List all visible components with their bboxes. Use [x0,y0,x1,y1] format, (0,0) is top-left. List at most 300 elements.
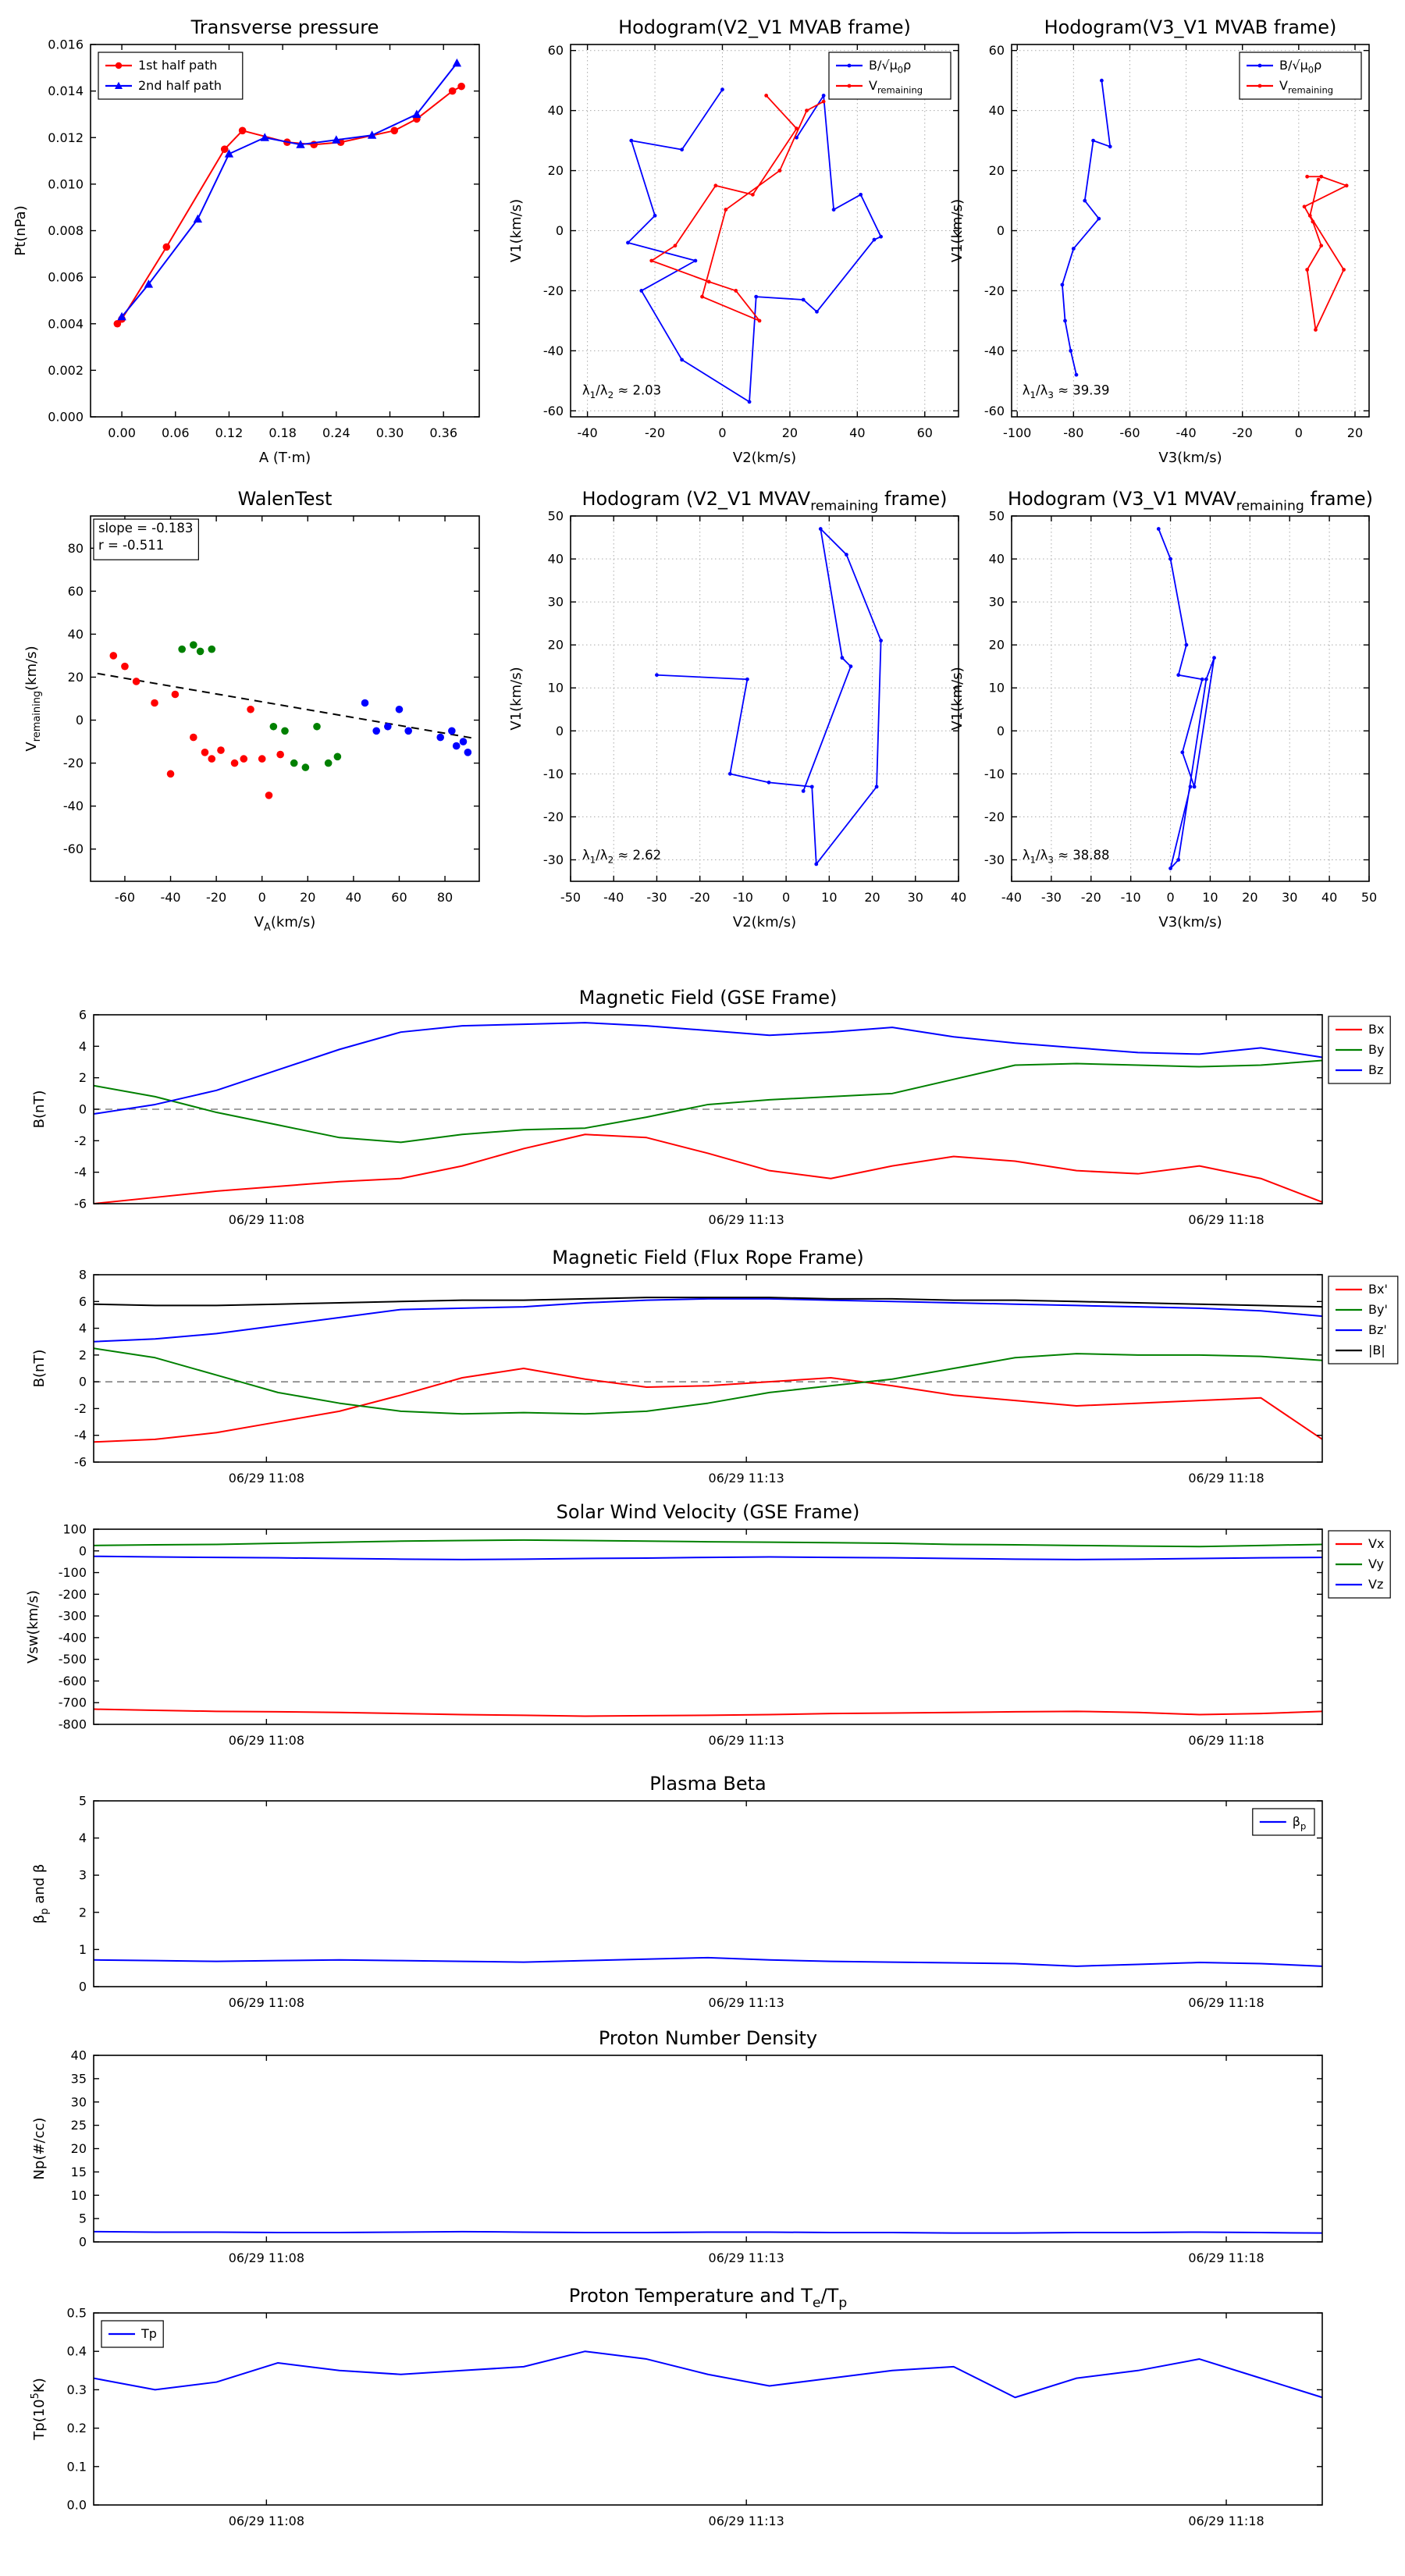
x-tick-label: 20 [1242,890,1258,905]
marker-circle [290,760,298,767]
y-tick-label: 40 [547,551,564,567]
marker-dot [700,295,704,299]
marker-dot [822,100,826,104]
marker-dot [814,863,818,866]
x-tick-label: 0.00 [108,425,136,440]
x-tick-label: -30 [1040,890,1062,905]
marker-dot [848,64,852,68]
x-tick-label: 30 [907,890,923,905]
chart-hodogram-v2v1-mvab [508,16,959,466]
x-tick-label: 40 [1321,890,1338,905]
marker-dot [1258,84,1262,88]
x-tick-label: 60 [916,425,933,440]
marker-circle [460,738,468,745]
marker-dot [734,289,738,293]
y-tick-label: 0 [555,723,564,738]
x-tick-label: 0 [1166,890,1175,905]
y-tick-label: 0.004 [48,316,84,332]
x-tick-label: 06/29 11:08 [228,2514,304,2528]
chart-magnetic-field-flux-rope [31,1247,1398,1485]
marker-dot [745,678,749,681]
y-tick-label: -700 [58,1695,87,1710]
x-tick-label: -100 [1003,425,1032,440]
y-tick-label: 20 [988,637,1005,653]
marker-dot [1097,217,1101,221]
x-tick-label: 06/29 11:08 [228,1212,304,1227]
plot-area [94,2313,1322,2505]
y-tick-label: -200 [58,1586,87,1602]
x-axis-label: V2(km/s) [732,914,797,930]
legend-label: $V_{remaining}$ [1279,78,1334,96]
chart-title: Hodogram (V2_V1 $MVAV_{remaining}$ frame) [582,488,948,514]
y-tick-label: 10 [988,680,1005,696]
y-tick-label: 0.006 [48,269,84,285]
x-tick-label: 06/29 11:08 [228,1733,304,1748]
y-axis-label: Np(#/cc) [31,2117,48,2180]
y-tick-label: 20 [547,163,564,179]
y-tick-label: -20 [62,756,84,771]
x-tick-label: -60 [114,890,136,905]
chart-title: Hodogram(V2_V1 MVAB frame) [618,16,911,38]
marker-dot [680,358,684,362]
y-tick-label: 3 [78,1867,87,1883]
chart-hodogram-v3v1-mvav [949,488,1377,930]
y-tick-label: -20 [542,809,564,824]
x-tick-label: 0 [1294,425,1303,440]
marker-dot [810,785,814,788]
marker-circle [361,699,369,707]
marker-circle [404,727,412,735]
legend [98,52,243,99]
marker-dot [1180,750,1184,754]
x-tick-label: 0.12 [215,425,244,440]
x-tick-label: 0.24 [322,425,350,440]
x-tick-label: 10 [821,890,838,905]
marker-dot [848,84,852,88]
y-tick-label: -30 [542,852,564,867]
marker-circle [276,751,284,759]
legend-label: Bx' [1368,1282,1388,1297]
marker-dot [748,400,752,404]
x-tick-label: -40 [1176,425,1197,440]
marker-circle [133,678,140,685]
marker-dot [653,214,657,218]
y-tick-label: 5 [78,2211,87,2226]
chart-title: Hodogram (V3_V1 $MVAV_{remaining}$ frame) [1007,488,1374,514]
plot-area [91,44,479,417]
y-tick-label: 0.010 [48,176,84,192]
marker-dot [1168,557,1172,561]
marker-dot [1083,199,1087,203]
marker-circle [217,746,225,754]
y-tick-label: -10 [542,766,564,781]
marker-dot [767,781,771,785]
x-tick-label: -50 [560,890,582,905]
x-tick-label: 40 [849,425,866,440]
marker-dot [694,259,698,263]
legend-label: |B| [1368,1343,1385,1357]
marker-circle [190,734,197,742]
x-tick-label: 10 [1202,890,1218,905]
x-tick-label: 20 [1346,425,1364,440]
marker-dot [1345,183,1349,187]
x-tick-label: 0.30 [375,425,404,440]
x-tick-label: -20 [206,890,227,905]
marker-dot [1168,866,1172,870]
marker-dot [1100,79,1104,83]
x-axis-label: A (T·m) [258,450,311,466]
y-tick-label: 0 [78,2234,87,2250]
marker-circle [167,770,175,778]
x-tick-label: -40 [577,425,598,440]
y-tick-label: 5 [78,1793,87,1809]
y-tick-label: 20 [988,163,1005,179]
y-tick-label: -2 [74,1133,87,1148]
y-tick-label: 2 [78,1070,87,1086]
marker-dot [1063,319,1067,323]
x-tick-label: 50 [1361,890,1378,905]
chart-magnetic-field-gse [31,987,1390,1227]
marker-dot [1075,373,1079,377]
y-axis-label: V1(km/s) [949,198,966,263]
marker-circle [208,646,215,653]
marker-dot [849,664,853,668]
marker-dot [795,126,799,130]
y-tick-label: 0.012 [48,130,84,145]
y-tick-label: 80 [67,540,84,556]
y-tick-label: 10 [70,2187,87,2203]
y-tick-label: 20 [70,2141,87,2156]
x-tick-label: -60 [1119,425,1140,440]
x-tick-label: 06/29 11:08 [228,2250,304,2265]
x-tick-label: 20 [864,890,880,905]
marker-dot [805,109,809,112]
legend [1329,1276,1398,1364]
legend-label: By' [1368,1302,1388,1317]
x-tick-label: 06/29 11:13 [708,2514,784,2528]
marker-circle [390,127,398,135]
marker-circle [313,723,321,731]
y-tick-label: 0 [78,1979,87,1994]
marker-dot [841,656,845,660]
y-tick-label: -10 [984,766,1005,781]
x-tick-label: -20 [689,890,710,905]
x-axis-label: V3(km/s) [1158,450,1222,466]
legend [829,52,951,99]
x-tick-label: 06/29 11:13 [708,1995,784,2010]
y-tick-label: 0 [78,1374,87,1389]
marker-dot [1108,144,1112,148]
marker-dot [879,639,883,642]
chart-title: Magnetic Field (GSE Frame) [578,987,838,1009]
y-tick-label: -4 [74,1428,87,1443]
marker-dot [778,169,782,173]
plot-area [94,2055,1322,2242]
chart-plasma-beta [31,1773,1322,2010]
marker-dot [879,235,883,239]
x-tick-label: 0.06 [161,425,190,440]
y-tick-label: 0.000 [48,409,84,425]
marker-dot [1072,247,1076,251]
y-tick-label: 0.014 [48,84,84,99]
marker-dot [815,310,819,314]
marker-dot [680,148,684,151]
x-tick-label: 40 [345,890,362,905]
marker-circle [240,755,247,763]
y-tick-label: 40 [988,103,1005,119]
y-tick-label: 1 [78,1941,87,1957]
marker-dot [629,139,633,143]
marker-circle [453,742,461,750]
marker-dot [754,295,758,299]
y-tick-label: -2 [74,1400,87,1416]
y-tick-label: 0.002 [48,362,84,378]
y-tick-label: -500 [58,1652,87,1667]
marker-dot [1176,858,1180,862]
y-tick-label: 8 [78,1267,87,1283]
marker-circle [457,83,465,91]
legend-label: Bx [1368,1022,1385,1037]
plot-area [571,516,959,881]
marker-dot [1069,349,1072,353]
y-tick-label: 40 [547,103,564,119]
y-axis-label: $\beta_p$ and β [31,1863,52,1924]
legend-label: Bz' [1368,1322,1387,1337]
legend-label: $B/√\mu_0\rho$ [1279,58,1322,76]
x-tick-label: 06/29 11:13 [708,1212,784,1227]
x-tick-label: -40 [160,890,181,905]
y-axis-label: V1(km/s) [508,198,525,263]
y-tick-label: 4 [78,1038,87,1054]
y-tick-label: -40 [984,343,1005,358]
y-tick-label: -6 [74,1454,87,1470]
y-axis-label: B(nT) [31,1349,48,1388]
marker-circle [163,244,171,251]
chart-title: Magnetic Field (Flux Rope Frame) [552,1247,864,1268]
marker-dot [1319,244,1323,247]
x-tick-label: 60 [391,890,407,905]
x-tick-label: 40 [950,890,967,905]
y-tick-label: 100 [62,1521,87,1537]
plot-area [94,1801,1322,1987]
x-tick-label: -40 [603,890,624,905]
annotation-text: slope = -0.183 [98,521,194,536]
y-tick-label: 6 [78,1293,87,1309]
marker-dot [1061,283,1065,286]
y-tick-label: 20 [547,637,564,653]
x-tick-label: 30 [1282,890,1298,905]
y-tick-label: 60 [67,583,84,599]
marker-circle [208,755,215,763]
marker-dot [751,193,755,197]
y-tick-label: 10 [547,680,564,696]
y-tick-label: 30 [988,594,1005,610]
marker-dot [649,259,653,263]
y-tick-label: -60 [542,403,564,418]
marker-dot [819,527,823,531]
marker-dot [720,87,724,91]
y-tick-label: 0 [996,223,1005,238]
x-tick-label: 06/29 11:08 [228,1471,304,1485]
chart-hodogram-v2v1-mvav [508,488,966,930]
legend [1329,1016,1390,1083]
marker-circle [151,699,158,707]
chart-transverse-pressure [12,16,479,466]
marker-circle [265,792,273,799]
marker-circle [116,62,122,69]
x-tick-label: -20 [1080,890,1101,905]
x-tick-label: -20 [1232,425,1253,440]
marker-dot [764,94,768,98]
y-tick-label: 0 [78,1101,87,1117]
y-tick-label: -300 [58,1608,87,1624]
y-tick-label: 4 [78,1321,87,1336]
marker-circle [247,706,254,713]
x-tick-label: 20 [781,425,799,440]
marker-circle [190,641,197,649]
legend-label: $V_{remaining}$ [869,78,923,96]
y-tick-label: -40 [62,799,84,814]
y-tick-label: -40 [542,343,564,358]
y-tick-label: 0.5 [66,2305,87,2321]
legend [101,2321,163,2347]
y-tick-label: -600 [58,1673,87,1688]
chart-hodogram-v3v1-mvab [949,16,1369,466]
y-tick-label: -60 [984,403,1005,418]
marker-dot [713,183,717,187]
marker-dot [1212,656,1216,660]
marker-dot [875,785,879,788]
marker-circle [201,749,209,756]
annotation-text: $\lambda_1/\lambda_3 \approx 39.39$ [1022,382,1110,400]
y-axis-label: Vsw(km/s) [25,1590,41,1663]
y-tick-label: -60 [62,841,84,857]
marker-dot [1258,64,1262,68]
x-tick-label: 06/29 11:18 [1188,1733,1264,1748]
x-tick-label: 0.18 [269,425,297,440]
marker-circle [302,763,310,771]
y-tick-label: 15 [70,2164,87,2179]
x-tick-label: 06/29 11:18 [1188,1212,1264,1227]
chart-title: Transverse pressure [190,16,379,38]
x-tick-label: 80 [436,890,454,905]
y-tick-label: 0 [555,223,564,238]
y-tick-label: 0.0 [66,2497,87,2513]
marker-dot [1319,175,1323,179]
y-tick-label: -4 [74,1165,87,1180]
chart-title: Proton Temperature and $T_e/T_p$ [568,2285,848,2311]
legend-label: Tp [141,2326,157,2341]
x-tick-label: 0 [258,890,266,905]
marker-dot [724,208,727,212]
legend-label: $\beta_p$ [1292,1814,1307,1832]
y-tick-label: 40 [988,551,1005,567]
legend-label: Vz [1368,1577,1384,1592]
y-tick-label: 60 [547,43,564,59]
y-axis-label: $Tp(10^5K)$ [30,2378,48,2440]
marker-circle [372,727,380,735]
marker-circle [178,646,186,653]
plot-area [91,516,479,881]
x-tick-label: 06/29 11:18 [1188,2514,1264,2528]
marker-dot [859,193,863,197]
marker-circle [221,145,229,153]
marker-circle [109,652,117,660]
x-axis-label: V3(km/s) [1158,914,1222,930]
y-tick-label: 0 [78,1543,87,1559]
y-axis-label: Pt(nPa) [12,205,29,256]
marker-dot [1308,214,1312,218]
marker-dot [822,94,826,98]
legend-label: Vy [1368,1557,1384,1571]
y-tick-label: -100 [58,1565,87,1581]
marker-circle [281,727,289,735]
x-tick-label: 0 [782,890,791,905]
marker-dot [802,298,806,302]
y-tick-label: 0.2 [66,2421,87,2436]
x-tick-label: 06/29 11:18 [1188,2250,1264,2265]
x-tick-label: 06/29 11:08 [228,1995,304,2010]
marker-circle [197,648,205,656]
marker-dot [639,289,643,293]
marker-circle [172,691,180,699]
x-axis-label: $V_A(km/s)$ [254,914,316,934]
marker-dot [1091,139,1095,143]
marker-dot [655,673,659,677]
y-axis-label: $V_{remaining}(km/s)$ [23,646,44,752]
marker-circle [436,734,444,742]
marker-dot [1314,328,1318,332]
y-tick-label: 0.016 [48,37,84,52]
x-tick-label: 0.36 [429,425,458,440]
y-tick-label: -20 [984,283,1005,298]
legend-label: Bz [1368,1062,1384,1077]
marker-circle [384,723,392,731]
marker-dot [873,238,877,242]
marker-circle [121,663,129,671]
y-tick-label: -6 [74,1196,87,1212]
legend-label: $B/√\mu_0\rho$ [869,58,912,76]
y-tick-label: -30 [984,852,1005,867]
y-tick-label: 2 [78,1347,87,1363]
marker-dot [845,553,848,557]
y-tick-label: 0.4 [66,2343,87,2359]
legend-label: By [1368,1042,1385,1057]
y-tick-label: 0.1 [66,2459,87,2475]
marker-dot [1305,268,1309,272]
chart-title: Hodogram(V3_V1 MVAB frame) [1044,16,1337,38]
chart-solar-wind-velocity [25,1501,1390,1748]
y-tick-label: 0 [996,723,1005,738]
marker-circle [270,723,278,731]
y-tick-label: 6 [78,1007,87,1023]
annotation-text: $\lambda_1/\lambda_3 \approx 38.88$ [1022,847,1110,866]
y-tick-label: 4 [78,1831,87,1846]
legend [1240,52,1361,99]
y-tick-label: 0.008 [48,223,84,238]
x-tick-label: 06/29 11:13 [708,1733,784,1748]
marker-dot [1189,785,1193,788]
chart-title: Proton Number Density [598,2027,818,2049]
y-tick-label: 25 [70,2118,87,2133]
chart-proton-temperature [30,2285,1322,2528]
x-tick-label: 06/29 11:13 [708,2250,784,2265]
y-tick-label: 40 [67,626,84,642]
chart-title: WalenTest [237,488,333,510]
y-axis-label: V1(km/s) [508,667,525,731]
marker-circle [258,755,266,763]
marker-dot [802,789,806,793]
